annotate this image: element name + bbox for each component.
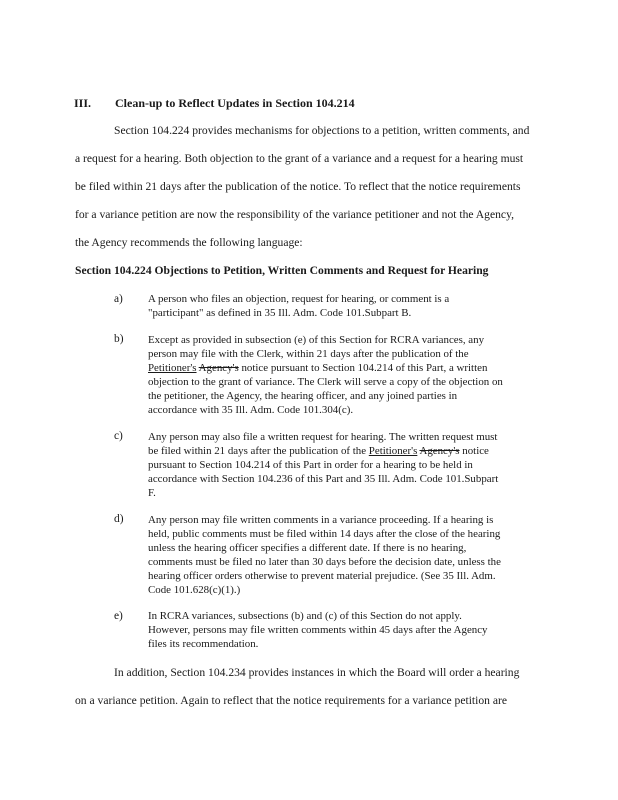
section-title: Clean-up to Reflect Updates in Section 104.214 <box>115 96 355 110</box>
subsection-line: Any person may file written comments in a variance proceeding. If a hearing is <box>148 514 494 526</box>
subsection-line: files its recommendation. <box>148 638 259 650</box>
subsection-line: held, public comments must be filed within 14 days after the close of the hearing <box>148 528 501 540</box>
subsection-line: accordance with 35 Ill. Adm. Code 101.304(c). <box>148 404 354 416</box>
subsection-letter: d) <box>114 513 124 525</box>
subsection-text: notice <box>462 445 489 457</box>
subsection-line: unless the hearing officer specifies a different date. If there is no hearing, <box>148 542 467 554</box>
intro-line: be filed within 21 days after the publication of the notice. To reflect that the notice requirements <box>75 180 521 193</box>
deleted-text: Agency's <box>419 445 460 457</box>
subsection-line-amended <box>148 361 487 375</box>
subsection-line-amended <box>148 444 489 458</box>
subsection-line: "participant" as defined in 35 Ill. Adm. Code 101.Subpart B. <box>148 307 412 319</box>
closing-line: on a variance petition. Again to reflect that the notice requirements for a variance petition are <box>75 694 508 707</box>
closing-line: In addition, Section 104.234 provides instances in which the Board will order a hearing <box>114 666 520 679</box>
subsection-line: Code 101.628(c)(1).) <box>148 584 241 596</box>
inserted-text: Petitioner's <box>148 362 197 374</box>
subsection-text: notice pursuant to Section 104.214 of this Part, a written <box>241 362 488 374</box>
subsection-letter: b) <box>114 333 124 345</box>
deleted-text: Agency's <box>198 362 239 374</box>
subsection-letter: e) <box>114 610 123 622</box>
subsection-letter: a) <box>114 293 123 305</box>
intro-line: the Agency recommends the following language: <box>75 236 303 249</box>
subsection-line: F. <box>148 487 156 499</box>
subsection-text: be filed within 21 days after the publication of the <box>148 445 367 457</box>
section-number: III. <box>74 96 92 110</box>
subsection-line: Any person may also file a written request for hearing. The written request must <box>148 431 498 443</box>
subsection-line: person may file with the Clerk, within 21 days after the publication of the <box>148 348 469 360</box>
rule-heading: Section 104.224 Objections to Petition, Written Comments and Request for Hearing <box>75 264 489 277</box>
subsection-line: Except as provided in subsection (e) of this Section for RCRA variances, any <box>148 334 485 346</box>
subsection-line: comments must be filed no later than 30 days before the decision date, unless the <box>148 556 501 568</box>
subsection-line: pursuant to Section 104.214 of this Part in order for a hearing to be held in <box>148 459 473 471</box>
intro-line: a request for a hearing. Both objection to the grant of a variance and a request for a hearing must <box>75 152 524 165</box>
subsection-line: A person who files an objection, request for hearing, or comment is a <box>148 293 450 305</box>
subsection-line: hearing officer orders otherwise to prevent material prejudice. (See 35 Ill. Adm. <box>148 570 496 582</box>
subsection-line: objection to the grant of variance. The Clerk will serve a copy of the objection on <box>148 376 503 388</box>
intro-line: for a variance petition are now the responsibility of the variance petitioner and not the Agency, <box>75 208 515 221</box>
subsection-line: the petitioner, the Agency, the hearing officer, and any joined parties in <box>148 390 458 402</box>
subsection-line: However, persons may file written comments within 45 days after the Agency <box>148 624 488 636</box>
subsection-line: accordance with Section 104.236 of this Part and 35 Ill. Adm. Code 101.Subpart <box>148 473 499 485</box>
subsection-letter: c) <box>114 430 123 442</box>
subsection-line: In RCRA variances, subsections (b) and (c) of this Section do not apply. <box>148 610 462 622</box>
inserted-text: Petitioner's <box>368 445 418 457</box>
intro-line: Section 104.224 provides mechanisms for objections to a petition, written comments, and <box>114 124 530 137</box>
